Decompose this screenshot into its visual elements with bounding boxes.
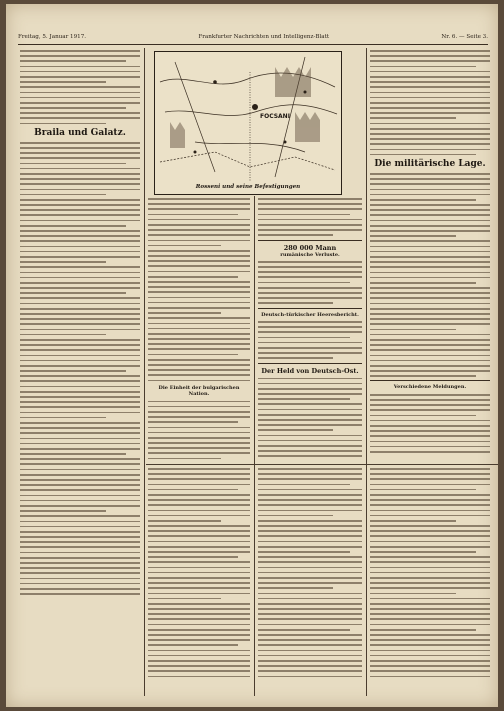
column-3 [258, 198, 362, 462]
article-body [258, 261, 362, 304]
column-4 [370, 50, 490, 462]
headline-braila: Braila und Galatz. [34, 127, 126, 138]
running-header [18, 34, 488, 45]
column-rule [144, 48, 145, 696]
issue-date: Freitag, 5. Januar 1917. [18, 34, 87, 40]
column-rule [254, 196, 255, 696]
column-rule [366, 48, 367, 696]
article-body [258, 378, 362, 458]
column-2 [148, 198, 250, 462]
column-4-lower [370, 468, 490, 698]
article-body [370, 173, 490, 377]
map-city-label: FOCSANI [260, 113, 290, 120]
newspaper-title: Frankfurter Nachrichten und Intelligenz-Blatt [198, 34, 330, 40]
newspaper-page [6, 4, 498, 707]
article-body [148, 468, 250, 677]
article-body [258, 321, 362, 359]
map-caption: Rosseni und seine Befestigungen [195, 184, 301, 190]
headline-held: Der Held von Deutsch-Ost. [261, 366, 359, 375]
article-body [148, 198, 250, 381]
headline-militaerisch: Die militärische Lage. [374, 158, 486, 169]
column-2-lower [148, 468, 250, 698]
headline-deutsch-tuerk: Deutsch-türkischer Heeresbericht. [261, 311, 359, 318]
article-body [148, 401, 250, 460]
headline-verluste-number: 280 000 Mann [283, 243, 337, 252]
article-body [370, 394, 490, 453]
article-body [20, 50, 140, 124]
column-1 [20, 50, 140, 700]
article-body [370, 468, 490, 677]
page-number: Nr. 6. — Seite 3. [441, 34, 488, 40]
article-body [258, 198, 362, 236]
map-drawing [155, 52, 341, 194]
headline-verluste: rumänische Verluste. [280, 251, 340, 258]
headline-verschiedene: Verschiedene Meldungen. [393, 384, 467, 391]
article-body [370, 50, 490, 155]
column-3-lower [258, 468, 362, 698]
map-figure [154, 51, 342, 195]
section-rule [146, 464, 498, 465]
article-body [258, 468, 362, 677]
headline-bulgarisch: Die Einheit der bulgarischen Nation. [158, 384, 240, 398]
article-body [20, 142, 140, 595]
